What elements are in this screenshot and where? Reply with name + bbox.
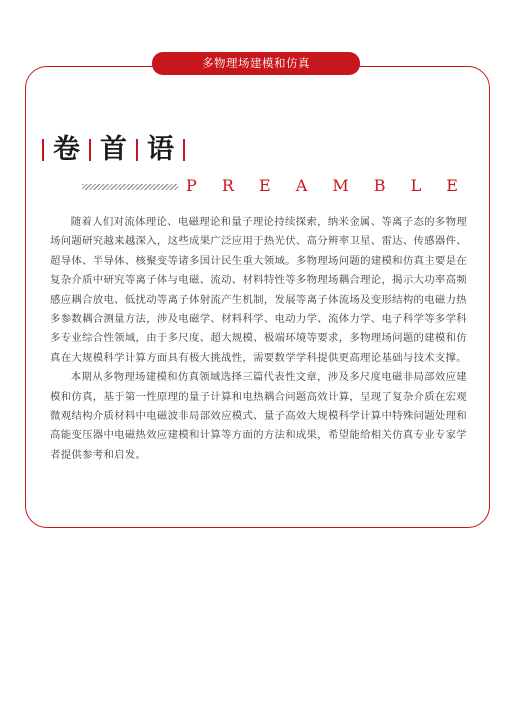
hatch-decoration [82,184,178,190]
preamble-letter: R [221,176,234,195]
paragraph: 本期从多物理场建模和仿真领域选择三篇代表性文章，涉及多尺度电磁非局部效应建模和仿真，基于第一性原理的量子计算和电热耦合问题高效计算，呈现了复杂介质在宏观微观结构介质材料中电磁波非局部效应模式、量子高效大规模科学计算中特殊问题处理和高能变压器中电磁热效应建模和计算等方面的方法和成果，希望能给相关仿真专业专家学者提供参考和启发。 [50,371,467,461]
preamble-letter: E [446,176,458,195]
preamble-letter: P [186,176,197,195]
title-char: 语 [147,134,174,165]
preamble-letter: A [295,176,308,195]
preamble-letter: M [332,176,349,195]
title-divider [183,139,185,161]
preamble-heading [186,176,458,195]
paragraph: 随着人们对流体理论、电磁理论和量子理论持续探索，纳米金属、等离子态的多物理场问题研究越来越深入，这些成果广泛应用于热光伏、高分辨率卫星、雷达、传感器件、超导体、半导体、核聚变等诸多国计民生重大领域。多物理场问题的建模和仿真主要是在复杂介质中研究等离子体与电磁、流动、材料特性等多物理场耦合理论，揭示大功率高频感应耦合放电、低扰动等离子体射流产生机制，发展等离子体流场及变形结构的电磁力热多参数耦合测量方法，涉及电磁学、材料科学、电动力学、流体力学、电子科学等多学科多专业综合性领域，由于多尺度、超大规模、极端环境等要求，多物理场问题的建模和仿真在大规模科学计算方面具有极大挑战性，需要数学学科提供更高理论基础与技术支撑。 [50,216,467,364]
title-char: 卷 [53,134,80,165]
preamble-letter: B [373,176,386,195]
preamble-letter: E [258,176,271,195]
section-tab: 多物理场建模和仿真 [152,52,360,75]
title-char: 首 [100,134,127,165]
body-text [50,213,467,465]
preamble-letter: L [410,176,422,195]
page-title [42,130,185,170]
